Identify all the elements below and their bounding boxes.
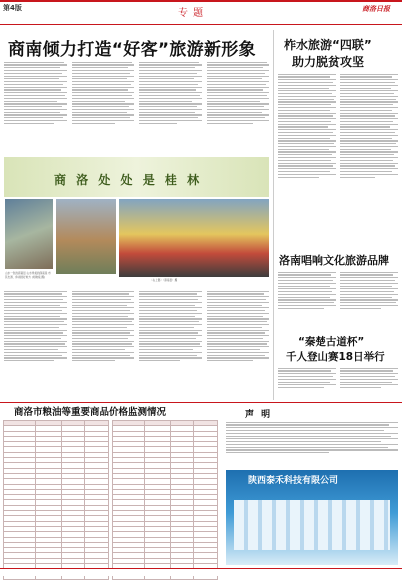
ad-title: 陕西泰禾科技有限公司 <box>248 476 339 486</box>
photo-caption-right: 〔右上图〕（商南县）摄 <box>150 279 178 282</box>
column-divider <box>273 30 274 400</box>
masthead-bar <box>0 0 402 2</box>
photo-tourists <box>56 199 116 274</box>
shengming-title: 声 明 <box>245 410 273 420</box>
masthead-rule <box>0 24 402 25</box>
main-headline: 商南倾力打造“好客”旅游新形象 <box>8 40 256 60</box>
luonan-article-text <box>278 270 398 330</box>
photo-river-town <box>5 199 53 269</box>
bottom-rule <box>0 402 402 403</box>
headline-zhashui-1: 柞水旅游“四联” <box>284 38 372 52</box>
photo-cycling-event <box>119 199 269 277</box>
price-table <box>3 420 218 580</box>
scenery-banner <box>4 157 269 197</box>
main-article-text <box>4 60 269 155</box>
headline-luonan: 洛南唱响文化旅游品牌 <box>279 254 389 267</box>
shengming-text <box>226 420 398 468</box>
photo-caption-left: 山水一色的商南县 山水秀美的商南是 市民出游、休闲的好地方 (刘晓斌 摄) <box>5 272 51 279</box>
section-title: 专 题 <box>178 8 205 19</box>
price-table-title: 商洛市粮油等重要商品价格监测情况 <box>14 407 167 418</box>
headline-qinchu-a: “秦楚古道杯” <box>298 336 365 348</box>
page-number: 第4版 <box>3 4 22 12</box>
ad-product-bottles <box>234 500 390 550</box>
headline-qinchu-b: 千人登山赛18日举行 <box>286 351 385 363</box>
paper-logo: 商洛日报 <box>362 5 390 13</box>
headline-zhashui-2: 助力脱贫攻坚 <box>292 55 365 69</box>
zhashui-article-text <box>278 72 398 247</box>
lower-article-text <box>4 289 269 397</box>
banner-text: 商 洛 处 处 是 桂 林 <box>54 173 203 187</box>
qinchu-article-text <box>278 366 398 400</box>
ad-block <box>226 470 398 565</box>
